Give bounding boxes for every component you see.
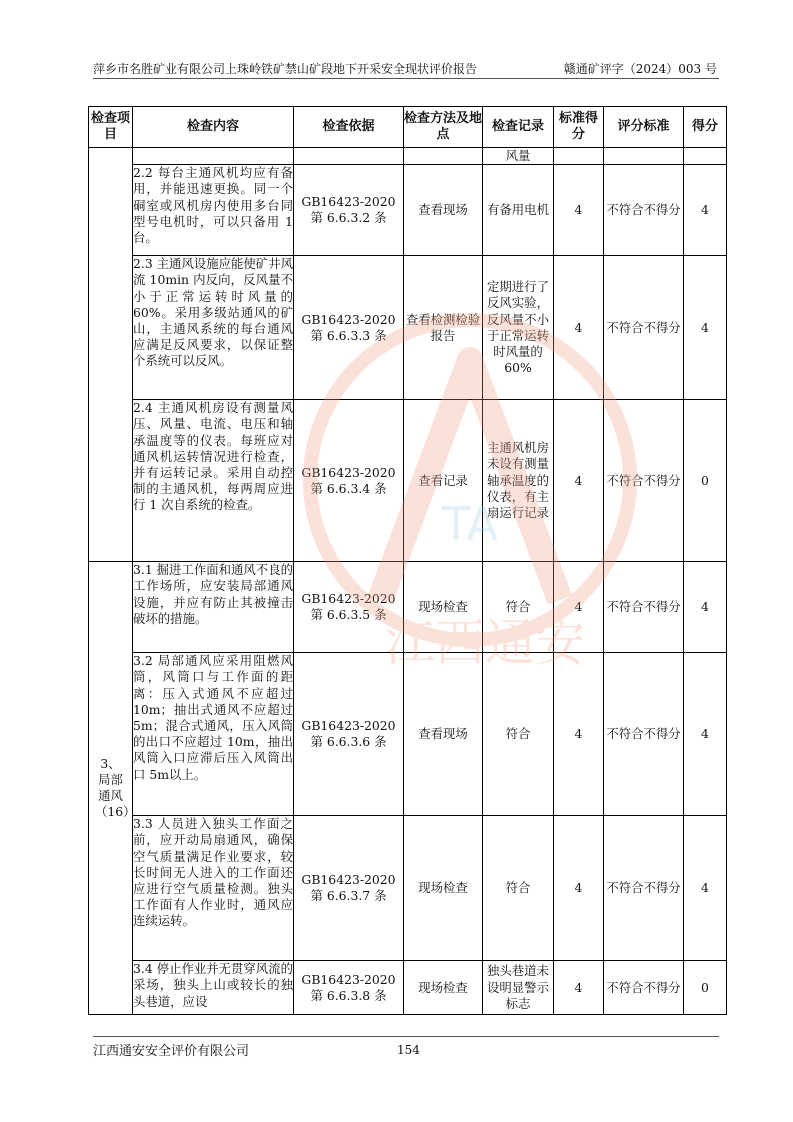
header-content: 检查内容	[133, 107, 294, 148]
actual-score: 0	[684, 400, 727, 562]
standard-score: 4	[554, 165, 604, 256]
scoring-criteria: 不符合不得分	[604, 165, 684, 256]
header-criteria: 评分标准	[604, 107, 684, 148]
actual-score: 4	[684, 562, 727, 653]
check-method: 查看现场	[404, 653, 483, 816]
check-record: 独头巷道未设明显警示标志	[483, 961, 554, 1015]
check-content: 2.4 主通风机房设有测量风压、风量、电流、电压和轴承温度等的仪表。每班应对通风机运转情况进行检查，并有运转记录。采用自动控制的主通风机，每两周应进行 1 次自系统的检查。	[133, 400, 294, 562]
actual-score: 0	[684, 961, 727, 1015]
document-number: 赣通矿评字（2024）003 号	[563, 62, 717, 76]
header-std-score: 标准得分	[554, 107, 604, 148]
check-content: 2.3 主通风设施应能使矿井风流 10min 内反向，反风量不小于正常运转时风量的 60%。采用多级站通风的矿山，主通风系统的每台通风应满足反风要求，以保证整个系统可以反风。	[133, 256, 294, 400]
footer-company: 江西通安安全评价有限公司	[93, 1044, 250, 1059]
check-record: 有备用电机	[483, 165, 554, 256]
check-basis: GB16423-2020 第 6.6.3.7 条	[294, 816, 404, 961]
actual-score: 4	[684, 165, 727, 256]
seal-logo-letters: TA	[442, 497, 498, 551]
table-row	[89, 653, 727, 816]
check-content: 2.2 每台主通风机均应有备用，并能迅速更换。同一个硐室或风机房内使用多台同型号电机时，可以只备用 1 台。	[133, 165, 294, 256]
standard-score: 4	[554, 400, 604, 562]
standard-score: 4	[554, 961, 604, 1015]
standard-score: 4	[554, 256, 604, 400]
check-basis: GB16423-2020 第 6.6.3.6 条	[294, 653, 404, 816]
table-row	[89, 816, 727, 961]
header-score: 得分	[684, 107, 727, 148]
scoring-criteria: 不符合不得分	[604, 256, 684, 400]
check-method: 现场检查	[404, 562, 483, 653]
header-record: 检查记录	[483, 107, 554, 148]
table-row	[89, 256, 727, 400]
standard-score: 4	[554, 562, 604, 653]
table-row	[89, 961, 727, 1015]
check-basis: GB16423-2020 第 6.6.3.8 条	[294, 961, 404, 1015]
carry-over-record: 风量	[483, 148, 554, 165]
check-record: 定期进行了反风实验，反风量不小于正常运转时风量的 60%	[483, 256, 554, 400]
check-method: 现场检查	[404, 816, 483, 961]
actual-score: 4	[684, 256, 727, 400]
table-row	[89, 562, 727, 653]
scoring-criteria: 不符合不得分	[604, 400, 684, 562]
header-item: 检查项目	[89, 107, 133, 148]
check-method: 查看检测检验报告	[404, 256, 483, 400]
check-record: 符合	[483, 562, 554, 653]
check-content: 3.3 人员进入独头工作面之前，应开动局扇通风，确保空气质量满足作业要求，较长时间无人进入的工作面还应进行空气质量检测。独头工作面有人作业时，通风应连续运转。	[133, 816, 294, 961]
standard-score: 4	[554, 653, 604, 816]
scoring-criteria: 不符合不得分	[604, 562, 684, 653]
check-basis: GB16423-2020 第 6.6.3.3 条	[294, 256, 404, 400]
scoring-criteria: 不符合不得分	[604, 816, 684, 961]
check-method: 查看记录	[404, 400, 483, 562]
page-number: 154	[397, 1043, 420, 1057]
check-record: 符合	[483, 816, 554, 961]
report-title: 萍乡市名胜矿业有限公司上珠岭铁矿禁山矿段地下开采安全现状评价报告	[93, 62, 478, 76]
header-basis: 检查依据	[294, 107, 404, 148]
check-basis: GB16423-2020 第 6.6.3.4 条	[294, 400, 404, 562]
header-method: 检查方法及地点	[404, 107, 483, 148]
check-content: 3.2 局部通风应采用阻燃风筒，风筒口与工作面的距离：压入式通风不应超过 10m；抽出式通风不应超过 5m；混合式通风，压入风筒的出口不应超过 10m，抽出风筒入口应滞后压入风筒出口 5m以上。	[133, 653, 294, 816]
inspection-table	[88, 106, 727, 1015]
check-content: 3.1 掘进工作面和通风不良的工作场所，应安装局部通风设施，并应有防止其被撞击破坏的措施。	[133, 562, 294, 653]
check-method: 查看现场	[404, 165, 483, 256]
actual-score: 4	[684, 816, 727, 961]
check-method: 现场检查	[404, 961, 483, 1015]
table-header-row	[89, 107, 727, 148]
check-basis: GB16423-2020 第 6.6.3.2 条	[294, 165, 404, 256]
scoring-criteria: 不符合不得分	[604, 653, 684, 816]
check-content: 3.4 停止作业并无贯穿风流的采场，独头上山或较长的独头巷道，应设	[133, 961, 294, 1015]
check-basis: GB16423-2020 第 6.6.3.5 条	[294, 562, 404, 653]
seal-logo-text: 江西通安	[385, 614, 585, 672]
group2-item-cell	[89, 148, 133, 562]
table-row	[89, 148, 727, 165]
table-row	[89, 165, 727, 256]
page-header	[93, 58, 719, 79]
group3-item-label: 3、局部通风（16）	[89, 562, 133, 1015]
check-record: 符合	[483, 653, 554, 816]
table-row	[89, 400, 727, 562]
scoring-criteria: 不符合不得分	[604, 961, 684, 1015]
standard-score: 4	[554, 816, 604, 961]
check-record: 主通风机房未设有测量轴承温度的仪表，有主扇运行记录	[483, 400, 554, 562]
actual-score: 4	[684, 653, 727, 816]
footer-divider	[93, 1036, 719, 1037]
